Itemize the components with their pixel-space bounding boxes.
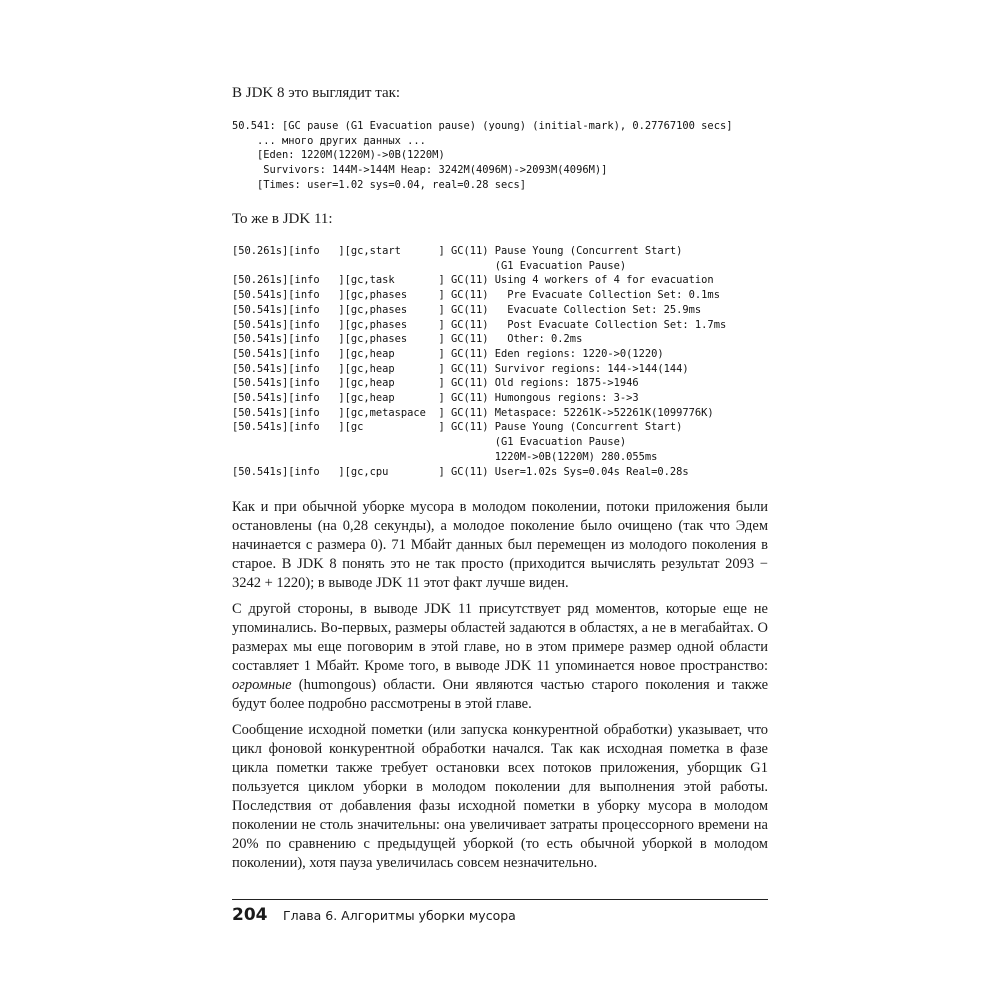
code-block-jdk8: 50.541: [GC pause (G1 Evacuation pause) (young) (initial-mark), 0.27767100 secs] ... много других данных ... [Eden: 1220M(1220M)->0B(1220M) Survivors: 144M->144M Heap: 3242M(4096M)->2093M(4096M)] [Times: user=1.02 sys=0.04, real=0.28 secs] xyxy=(232,120,733,191)
page-number: 204 xyxy=(232,905,268,925)
paragraph-2 xyxy=(232,600,768,714)
code-block-jdk11: [50.261s][info ][gc,start ] GC(11) Pause Young (Concurrent Start) (G1 Evacuation Pause) [50.261s][info ][gc,task ] GC(11) Using 4 workers of 4 for evacuation [50.541s][info ][gc,phases ] GC(11) Pre Evacuate Collection Set: 0.1ms [50.541s][info ][gc,phases ] GC(11) Evacuate Collection Set: 25.9ms [50.541s][info ][gc,phases ] GC(11) Post Evacuate Collection Set: 1.7ms [50.541s][info ][gc,phases ] GC(11) Other: 0.2ms [50.541s][info ][gc,heap ] GC(11) Eden regions: 1220->0(1220) [50.541s][info ][gc,heap ] GC(11) Survivor regions: 144->144(144) [50.541s][info ][gc,heap ] GC(11) Old regions: 1875->1946 [50.541s][info ][gc,heap ] GC(11) Humongous regions: 3->3 [50.541s][info ][gc,metaspace ] GC(11) Metaspace: 52261K->52261K(1099776K) [50.541s][info ][gc ] GC(11) Pause Young (Concurrent Start) (G1 Evacuation Pause) 1220M->0B(1220M) 280.055ms [50.541s][info ][gc,cpu ] GC(11) User=1.02s Sys=0.04s Real=0.28s xyxy=(232,245,727,478)
intro-jdk8: В JDK 8 это выглядит так: xyxy=(232,85,401,101)
body-text xyxy=(232,498,768,880)
intro-jdk11: То же в JDK 11: xyxy=(232,211,333,227)
footer-divider xyxy=(232,899,768,900)
chapter-title: Глава 6. Алгоритмы уборки мусора xyxy=(283,908,516,923)
paragraph-1: Как и при обычной уборке мусора в молодом поколении, потоки приложения были остановлены (на 0,28 секунды), а молодое поколение было очищено (так что Эдем начинается с размера 0). 71 Мбайт данных был перемещен из молодого поколения в старое. В JDK 8 понять это не так просто (приходится вычислять результат 2093 − 3242 + 1220); в выводе JDK 11 этот факт лучше виден. xyxy=(232,499,768,591)
humongous-term: огромные xyxy=(232,677,292,693)
paragraph-2-part-2: (humongous) области. Они являются частью старого поколения и также будут более подробно рассмотрены в этой главе. xyxy=(232,677,768,712)
paragraph-2-part-1: С другой стороны, в выводе JDK 11 присутствует ряд моментов, которые еще не упоминались. Во-первых, размеры областей задаются в областях, а не в мегабайтах. О размерах мы еще поговорим в этой главе, но в этом примере размер одной области составляет 1 Мбайт. Кроме того, в выводе JDK 11 упоминается новое пространство: xyxy=(232,601,768,674)
paragraph-3: Сообщение исходной пометки (или запуска конкурентной обработки) указывает, что цикл фоновой конкурентной обработки начался. Так как исходная пометка в фазе цикла пометки также требует остановки всех потоков приложения, уборщик G1 пользуется циклом уборки в молодом поколении для выполнения этой работы. Последствия от добавления фазы исходной пометки в уборку мусора в молодом поколении не столь значительны: она увеличивает затраты процессорного времени на 20% по сравнению с предыдущей уборкой (то есть обычной уборкой в молодом поколении), хотя пауза увеличилась совсем незначительно. xyxy=(232,722,768,871)
